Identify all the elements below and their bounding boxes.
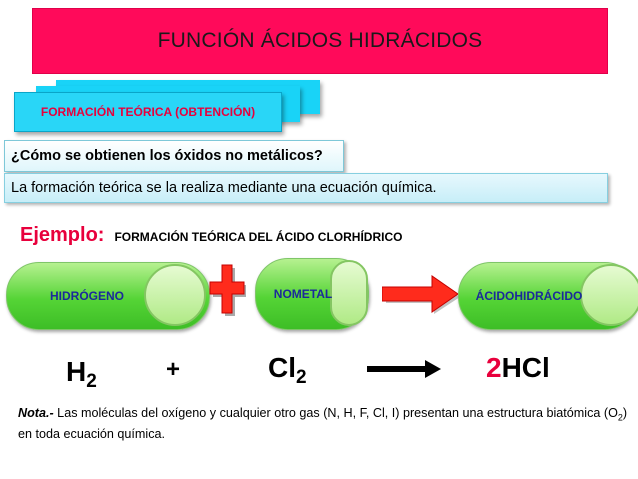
formation-text-box: La formación teórica se la realiza mediante una ecuación química. [4, 173, 608, 203]
reactant-chlorine-symbol: Cl [268, 352, 296, 383]
note-paragraph [18, 404, 628, 445]
reactant-hydrogen [66, 356, 97, 393]
pill-nonmetal-label [256, 259, 350, 329]
example-heading [20, 224, 402, 247]
pill-acid [458, 262, 638, 330]
example-label: Ejemplo: [20, 224, 105, 246]
example-subtitle: FORMACIÓN TEÓRICA DEL ÁCIDO CLORHÍDRICO [114, 230, 403, 244]
pill-nonmetal-line2: METAL [291, 286, 333, 301]
reactant-chlorine-subscript: 2 [296, 367, 307, 388]
product-formula: HCl [501, 352, 550, 383]
product-coefficient: 2 [486, 352, 502, 383]
red-arrow-icon [382, 275, 462, 315]
reaction-arrow-icon [367, 360, 441, 378]
slide-title: FUNCIÓN ÁCIDOS HIDRÁCIDOS [32, 8, 608, 74]
pill-acid-label [459, 263, 599, 329]
red-plus-icon [208, 264, 246, 316]
section-label: FORMACIÓN TEÓRICA (OBTENCIÓN) [14, 92, 282, 132]
product-hcl [486, 352, 550, 384]
pill-hydrogen-label: HIDRÓGENO [49, 288, 124, 303]
note-subscript: 2 [617, 412, 623, 423]
reactant-chlorine [268, 352, 307, 389]
pill-acid-line2: HIDRÁCIDO [514, 288, 583, 303]
plus-sign: + [166, 356, 181, 383]
pill-acid-line1: ÁCIDO [475, 288, 515, 303]
pill-hydrogen [6, 262, 210, 330]
question-box: ¿Cómo se obtienen los óxidos no metálicos? [4, 140, 344, 172]
pill-nonmetal [255, 258, 369, 330]
note-text-part1: Las moléculas del oxígeno y cualquier otro gas (N, H, F, Cl, I) presentan una estructura biatómica (O [53, 406, 618, 420]
note-text-part2: ) en toda ecuación química. [18, 406, 628, 442]
note-label: Nota.- [18, 406, 54, 420]
reactant-hydrogen-subscript: 2 [86, 371, 97, 392]
reactant-hydrogen-symbol: H [66, 356, 87, 387]
pill-nonmetal-line1: NO [273, 286, 292, 301]
